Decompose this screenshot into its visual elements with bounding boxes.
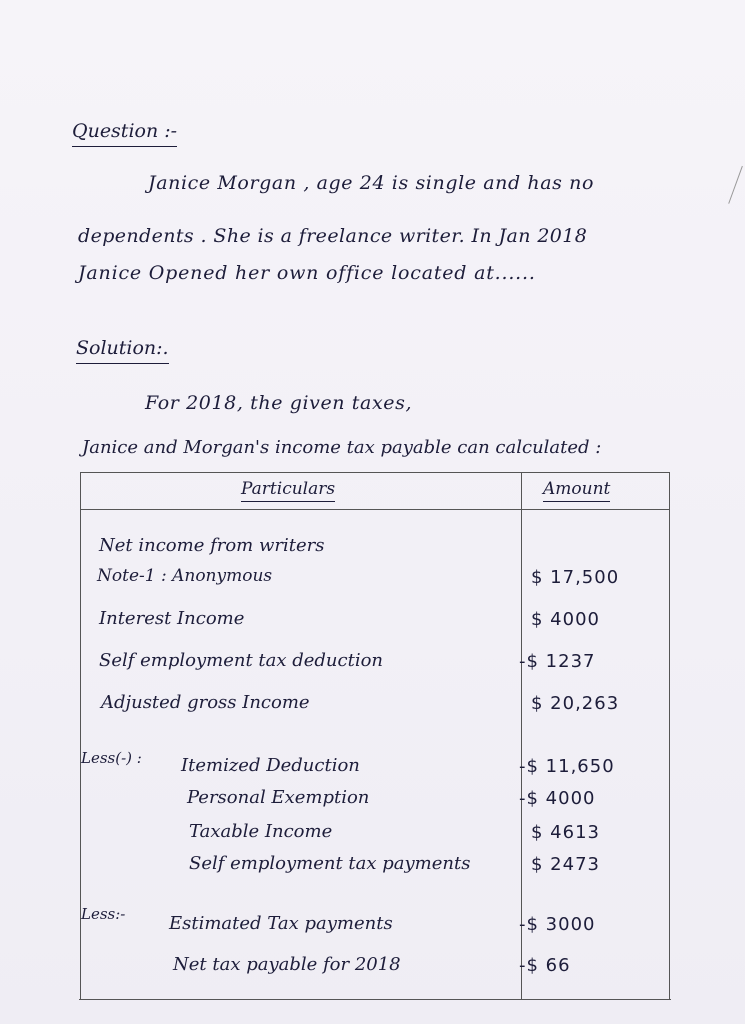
solution-heading: Solution:.: [76, 337, 169, 359]
header-amount: Amount: [543, 479, 610, 499]
row-label: Itemized Deduction: [181, 755, 360, 776]
tax-table: [80, 472, 670, 1000]
less-label: Less(-) :: [81, 749, 142, 767]
row-label: Adjusted gross Income: [101, 692, 310, 713]
row-label: Self employment tax payments: [189, 853, 471, 874]
row-label: Taxable Income: [189, 821, 333, 842]
margin-mark: [728, 166, 744, 204]
question-line-1: Janice Morgan , age 24 is single and has no: [148, 172, 595, 194]
header-particulars: Particulars: [241, 479, 335, 499]
row-label: Self employment tax deduction: [99, 650, 384, 671]
row-amount: -$ 3000: [519, 914, 596, 935]
row-label: Interest Income: [99, 608, 245, 629]
row-amount: $ 20,263: [531, 693, 620, 714]
solution-line-2: Janice and Morgan's income tax payable can calculated :: [82, 437, 602, 458]
row-amount: $ 2473: [531, 854, 600, 875]
row-amount: -$ 11,650: [519, 756, 615, 777]
row-amount: -$ 66: [519, 955, 571, 976]
question-line-3: Janice Opened her own office located at......: [78, 262, 536, 284]
row-label: Personal Exemption: [187, 787, 370, 808]
question-heading: Question :-: [72, 120, 177, 142]
less-label: Less:-: [81, 905, 126, 923]
row-amount: $ 4613: [531, 822, 600, 843]
row-label: Net income from writers: [99, 535, 325, 556]
row-label: Note-1 : Anonymous: [97, 566, 273, 586]
row-amount: -$ 4000: [519, 788, 596, 809]
row-label: Net tax payable for 2018: [173, 954, 401, 975]
row-amount: -$ 1237: [519, 651, 596, 672]
question-line-2: dependents . She is a freelance writer. In Jan 2018: [78, 225, 588, 247]
solution-line-1: For 2018, the given taxes,: [145, 392, 413, 414]
row-label: Estimated Tax payments: [169, 913, 393, 934]
row-amount: $ 4000: [531, 609, 600, 630]
row-amount: $ 17,500: [531, 567, 620, 588]
